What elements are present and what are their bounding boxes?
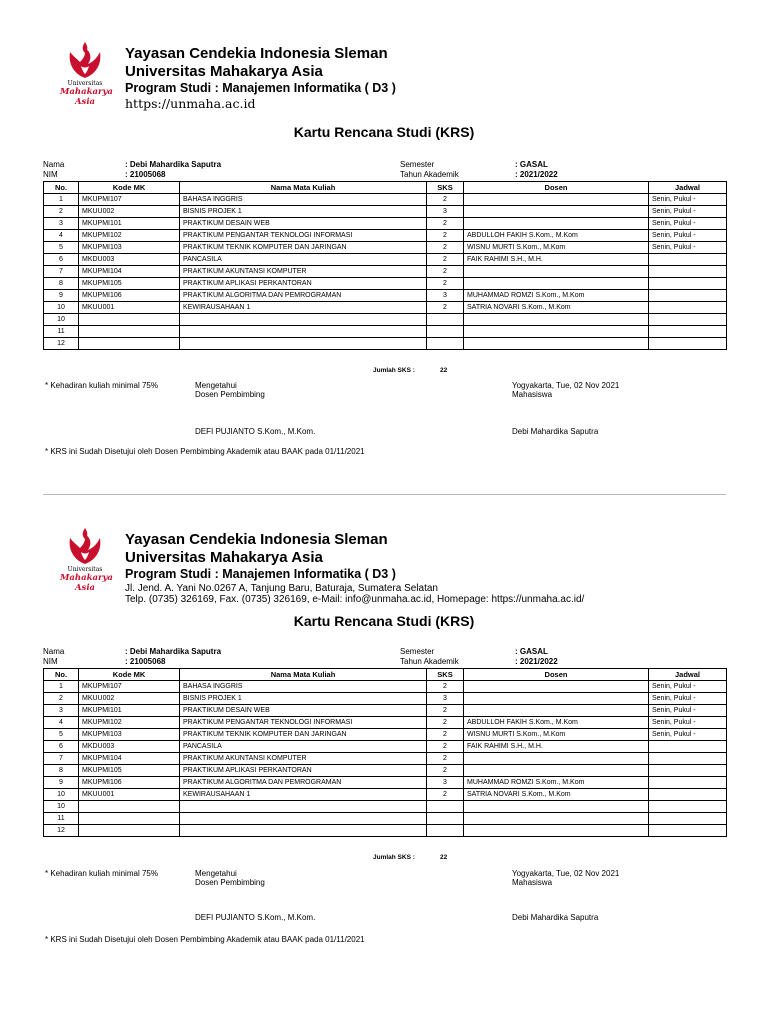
cell-no: 8 bbox=[44, 765, 79, 777]
col-header-sks: SKS bbox=[427, 669, 464, 681]
cell-no: 1 bbox=[44, 681, 79, 693]
total-sks-label: Jumlah SKS : bbox=[373, 367, 415, 374]
student-signature-name: Debi Mahardika Saputra bbox=[512, 427, 599, 436]
advisor-signature-name: DEFI PUJIANTO S.Kom., M.Kom. bbox=[195, 913, 316, 922]
cell-sks: 2 bbox=[427, 729, 464, 741]
table-header-row bbox=[44, 182, 727, 194]
cell-course: PRAKTIKUM APLIKASI PERKANTORAN bbox=[180, 278, 427, 290]
cell-code: MKUU001 bbox=[79, 789, 180, 801]
cell-sks: 2 bbox=[427, 681, 464, 693]
approval-note: * KRS ini Sudah Disetujui oleh Dosen Pembimbing Akademik atau BAAK pada 01/11/2021 bbox=[45, 447, 365, 456]
cell-schedule: Senin, Pukul - bbox=[649, 218, 727, 230]
cell-sks: 2 bbox=[427, 765, 464, 777]
cell-code: MKUPMI107 bbox=[79, 194, 180, 206]
cell-lecturer: FAIK RAHIMI S.H., M.H. bbox=[464, 741, 649, 753]
student-signature-name: Debi Mahardika Saputra bbox=[512, 913, 599, 922]
table-row bbox=[44, 302, 727, 314]
cell-sks: 2 bbox=[427, 242, 464, 254]
cell-lecturer bbox=[464, 206, 649, 218]
semester-label: Semester bbox=[400, 160, 435, 169]
cell-course: PRAKTIKUM AKUNTANSI KOMPUTER bbox=[180, 266, 427, 278]
approval-note: * KRS ini Sudah Disetujui oleh Dosen Pembimbing Akademik atau BAAK pada 01/11/2021 bbox=[45, 935, 365, 944]
cell-course: PRAKTIKUM PENGANTAR TEKNOLOGI INFORMASI bbox=[180, 230, 427, 242]
cell-lecturer: WISNU MURTI S.Kom., M.Kom bbox=[464, 242, 649, 254]
cell-sks: 2 bbox=[427, 230, 464, 242]
total-sks-label: Jumlah SKS : bbox=[373, 854, 415, 861]
program-name: Program Studi : Manajemen Informatika ( D3 ) bbox=[125, 81, 396, 95]
cell-course: KEWIRAUSAHAAN 1 bbox=[180, 302, 427, 314]
table-row bbox=[44, 194, 727, 206]
name-label: Nama bbox=[43, 160, 65, 169]
cell-code: MKUPMI103 bbox=[79, 729, 180, 741]
table-row bbox=[44, 729, 727, 741]
total-sks-value: 22 bbox=[440, 854, 448, 861]
table-row bbox=[44, 314, 727, 326]
year-label: Tahun Akademik bbox=[400, 657, 459, 666]
student-name: : Debi Mahardika Saputra bbox=[125, 647, 222, 656]
cell-lecturer bbox=[464, 765, 649, 777]
university-name: Universitas Mahakarya Asia bbox=[125, 549, 323, 566]
cell-lecturer: MUHAMMAD ROMZI S.Kom., M.Kom bbox=[464, 290, 649, 302]
cell-course: PANCASILA bbox=[180, 254, 427, 266]
cell-schedule: Senin, Pukul - bbox=[649, 693, 727, 705]
cell-no: 12 bbox=[44, 338, 79, 350]
cell-lecturer bbox=[464, 753, 649, 765]
table-row bbox=[44, 741, 727, 753]
table-header-row bbox=[44, 669, 727, 681]
cell-sks: 3 bbox=[427, 777, 464, 789]
cell-sks: 2 bbox=[427, 254, 464, 266]
semester-value: : GASAL bbox=[515, 160, 548, 169]
logo-line-1: Mahakarya bbox=[60, 87, 113, 97]
cell-lecturer bbox=[464, 705, 649, 717]
cell-schedule bbox=[649, 753, 727, 765]
table-row bbox=[44, 254, 727, 266]
student-label: Mahasiswa bbox=[512, 390, 553, 399]
cell-course: BISNIS PROJEK 1 bbox=[180, 693, 427, 705]
logo-line-1: Mahakarya bbox=[60, 573, 113, 583]
year-label: Tahun Akademik bbox=[400, 170, 459, 179]
table-row bbox=[44, 206, 727, 218]
cell-no: 9 bbox=[44, 777, 79, 789]
cell-no: 3 bbox=[44, 705, 79, 717]
cell-lecturer bbox=[464, 266, 649, 278]
student-nim: : 21005068 bbox=[125, 170, 166, 179]
university-logo bbox=[60, 40, 113, 120]
cell-course: PRAKTIKUM DESAIN WEB bbox=[180, 705, 427, 717]
col-header-schedule: Jadwal bbox=[649, 669, 727, 681]
cell-course: PRAKTIKUM TEKNIK KOMPUTER DAN JARINGAN bbox=[180, 729, 427, 741]
col-header-lecturer: Dosen bbox=[464, 669, 649, 681]
cell-no: 4 bbox=[44, 717, 79, 729]
year-value: : 2021/2022 bbox=[515, 170, 558, 179]
cell-sks: 2 bbox=[427, 278, 464, 290]
cell-lecturer: SATRIA NOVARI S.Kom., M.Kom bbox=[464, 789, 649, 801]
cell-code: MKDU003 bbox=[79, 741, 180, 753]
cell-sks: 2 bbox=[427, 266, 464, 278]
cell-course: PRAKTIKUM ALGORITMA DAN PEMROGRAMAN bbox=[180, 290, 427, 302]
cell-course: PRAKTIKUM TEKNIK KOMPUTER DAN JARINGAN bbox=[180, 242, 427, 254]
col-header-sks: SKS bbox=[427, 182, 464, 194]
cell-schedule: Senin, Pukul - bbox=[649, 705, 727, 717]
cell-code: MKUPMI107 bbox=[79, 681, 180, 693]
cell-code: MKUPMI102 bbox=[79, 230, 180, 242]
cell-code: MKUPMI103 bbox=[79, 242, 180, 254]
cell-no: 10 bbox=[44, 314, 79, 326]
cell-course: BISNIS PROJEK 1 bbox=[180, 206, 427, 218]
cell-no: 6 bbox=[44, 254, 79, 266]
table-row bbox=[44, 218, 727, 230]
cell-schedule bbox=[649, 290, 727, 302]
cell-schedule: Senin, Pukul - bbox=[649, 681, 727, 693]
table-row bbox=[44, 705, 727, 717]
cell-sks: 2 bbox=[427, 194, 464, 206]
place-date: Yogyakarta, Tue, 02 Nov 2021 bbox=[512, 381, 620, 390]
cell-no: 11 bbox=[44, 813, 79, 825]
cell-lecturer: FAIK RAHIMI S.H., M.H. bbox=[464, 254, 649, 266]
cell-course: PRAKTIKUM PENGANTAR TEKNOLOGI INFORMASI bbox=[180, 717, 427, 729]
cell-lecturer: SATRIA NOVARI S.Kom., M.Kom bbox=[464, 302, 649, 314]
cell-course: BAHASA INGGRIS bbox=[180, 194, 427, 206]
cell-schedule: Senin, Pukul - bbox=[649, 242, 727, 254]
foundation-name: Yayasan Cendekia Indonesia Sleman bbox=[125, 45, 388, 62]
cell-sks: 2 bbox=[427, 789, 464, 801]
nim-label: NIM bbox=[43, 170, 58, 179]
col-header-no: No. bbox=[44, 669, 79, 681]
cell-course: BAHASA INGGRIS bbox=[180, 681, 427, 693]
cell-course: PRAKTIKUM APLIKASI PERKANTORAN bbox=[180, 765, 427, 777]
cell-course: KEWIRAUSAHAAN 1 bbox=[180, 789, 427, 801]
cell-code: MKUPMI106 bbox=[79, 290, 180, 302]
student-name: : Debi Mahardika Saputra bbox=[125, 160, 222, 169]
cell-no: 9 bbox=[44, 290, 79, 302]
table-row bbox=[44, 825, 727, 837]
cell-schedule bbox=[649, 741, 727, 753]
col-header-code: Kode MK bbox=[79, 182, 180, 194]
table-row bbox=[44, 753, 727, 765]
cell-code: MKUPMI104 bbox=[79, 266, 180, 278]
website-link[interactable]: https://unmaha.ac.id bbox=[125, 96, 256, 111]
cell-no: 5 bbox=[44, 242, 79, 254]
cell-code: MKDU003 bbox=[79, 254, 180, 266]
table-row bbox=[44, 777, 727, 789]
cell-sks: 2 bbox=[427, 741, 464, 753]
table-row bbox=[44, 290, 727, 302]
cell-lecturer bbox=[464, 194, 649, 206]
table-row bbox=[44, 693, 727, 705]
cell-code: MKUPMI106 bbox=[79, 777, 180, 789]
table-row bbox=[44, 801, 727, 813]
cell-schedule: Senin, Pukul - bbox=[649, 717, 727, 729]
cell-no: 12 bbox=[44, 825, 79, 837]
advisor-label: Dosen Pembimbing bbox=[195, 878, 265, 887]
col-header-course: Nama Mata Kuliah bbox=[180, 182, 427, 194]
cell-course: PANCASILA bbox=[180, 741, 427, 753]
cell-schedule bbox=[649, 765, 727, 777]
logo-small-text: Universitas bbox=[67, 566, 103, 573]
table-row bbox=[44, 266, 727, 278]
cell-schedule: Senin, Pukul - bbox=[649, 194, 727, 206]
university-name: Universitas Mahakarya Asia bbox=[125, 63, 323, 80]
cell-code: MKUPMI101 bbox=[79, 705, 180, 717]
cell-schedule bbox=[649, 777, 727, 789]
cell-no: 10 bbox=[44, 302, 79, 314]
cell-no: 6 bbox=[44, 741, 79, 753]
cell-code: MKUPMI105 bbox=[79, 765, 180, 777]
table-row bbox=[44, 681, 727, 693]
address: Jl. Jend. A. Yani No.0267 A, Tanjung Baru, Baturaja, Sumatera Selatan bbox=[125, 583, 438, 594]
table-row bbox=[44, 242, 727, 254]
cell-lecturer: ABDULLOH FAKIH S.Kom., M.Kom bbox=[464, 230, 649, 242]
cell-code: MKUU002 bbox=[79, 206, 180, 218]
cell-code: MKUPMI105 bbox=[79, 278, 180, 290]
cell-no: 11 bbox=[44, 326, 79, 338]
cell-no: 2 bbox=[44, 206, 79, 218]
cell-code: MKUPMI104 bbox=[79, 753, 180, 765]
cell-schedule bbox=[649, 789, 727, 801]
university-logo bbox=[60, 526, 113, 606]
flame-emblem-icon bbox=[60, 40, 110, 80]
cell-sks: 2 bbox=[427, 705, 464, 717]
col-header-code: Kode MK bbox=[79, 669, 180, 681]
cell-lecturer bbox=[464, 278, 649, 290]
cell-schedule: Senin, Pukul - bbox=[649, 729, 727, 741]
cell-no: 8 bbox=[44, 278, 79, 290]
cell-course: PRAKTIKUM AKUNTANSI KOMPUTER bbox=[180, 753, 427, 765]
krs-table bbox=[43, 181, 727, 350]
cell-schedule: Senin, Pukul - bbox=[649, 206, 727, 218]
krs-table bbox=[43, 668, 727, 837]
cell-lecturer: MUHAMMAD ROMZI S.Kom., M.Kom bbox=[464, 777, 649, 789]
program-name: Program Studi : Manajemen Informatika ( D3 ) bbox=[125, 567, 396, 581]
semester-value: : GASAL bbox=[515, 647, 548, 656]
page-title: Kartu Rencana Studi (KRS) bbox=[293, 124, 475, 140]
cell-lecturer bbox=[464, 681, 649, 693]
table-row bbox=[44, 789, 727, 801]
cell-code: MKUPMI102 bbox=[79, 717, 180, 729]
place-date: Yogyakarta, Tue, 02 Nov 2021 bbox=[512, 869, 620, 878]
cell-course: PRAKTIKUM DESAIN WEB bbox=[180, 218, 427, 230]
cell-schedule bbox=[649, 254, 727, 266]
cell-sks: 2 bbox=[427, 753, 464, 765]
cell-sks: 3 bbox=[427, 206, 464, 218]
col-header-lecturer: Dosen bbox=[464, 182, 649, 194]
logo-line-2: Asia bbox=[74, 583, 96, 593]
cell-schedule bbox=[649, 302, 727, 314]
attendance-note: * Kehadiran kuliah minimal 75% bbox=[45, 381, 158, 390]
cell-no: 3 bbox=[44, 218, 79, 230]
foundation-name: Yayasan Cendekia Indonesia Sleman bbox=[125, 531, 388, 548]
col-header-course: Nama Mata Kuliah bbox=[180, 669, 427, 681]
cell-no: 2 bbox=[44, 693, 79, 705]
cell-sks: 2 bbox=[427, 302, 464, 314]
cell-schedule bbox=[649, 266, 727, 278]
nim-label: NIM bbox=[43, 657, 58, 666]
cell-code: MKUU002 bbox=[79, 693, 180, 705]
cell-lecturer: ABDULLOH FAKIH S.Kom., M.Kom bbox=[464, 717, 649, 729]
col-header-no: No. bbox=[44, 182, 79, 194]
cell-no: 7 bbox=[44, 266, 79, 278]
table-row bbox=[44, 765, 727, 777]
student-nim: : 21005068 bbox=[125, 657, 166, 666]
name-label: Nama bbox=[43, 647, 65, 656]
cell-sks: 2 bbox=[427, 717, 464, 729]
acknowledged-label: Mengetahui bbox=[195, 381, 237, 390]
cell-sks: 3 bbox=[427, 290, 464, 302]
table-row bbox=[44, 278, 727, 290]
cell-no: 7 bbox=[44, 753, 79, 765]
cell-lecturer bbox=[464, 218, 649, 230]
cell-no: 5 bbox=[44, 729, 79, 741]
table-row bbox=[44, 717, 727, 729]
cell-sks: 2 bbox=[427, 218, 464, 230]
cell-no: 1 bbox=[44, 194, 79, 206]
cell-code: MKUPMI101 bbox=[79, 218, 180, 230]
table-row bbox=[44, 813, 727, 825]
table-row bbox=[44, 230, 727, 242]
logo-small-text: Universitas bbox=[67, 80, 103, 87]
total-sks-value: 22 bbox=[440, 367, 448, 374]
cell-no: 4 bbox=[44, 230, 79, 242]
cell-no: 10 bbox=[44, 789, 79, 801]
year-value: : 2021/2022 bbox=[515, 657, 558, 666]
page-title: Kartu Rencana Studi (KRS) bbox=[293, 613, 475, 629]
advisor-label: Dosen Pembimbing bbox=[195, 390, 265, 399]
col-header-schedule: Jadwal bbox=[649, 182, 727, 194]
student-label: Mahasiswa bbox=[512, 878, 553, 887]
cell-code: MKUU001 bbox=[79, 302, 180, 314]
cell-lecturer bbox=[464, 693, 649, 705]
table-row bbox=[44, 338, 727, 350]
cell-no: 10 bbox=[44, 801, 79, 813]
logo-line-2: Asia bbox=[74, 97, 96, 107]
cell-schedule: Senin, Pukul - bbox=[649, 230, 727, 242]
contact-info: Telp. (0735) 326169, Fax. (0735) 326169, e-Mail: info@unmaha.ac.id, Homepage: https://unmaha.ac.id/ bbox=[125, 594, 585, 605]
page-divider bbox=[43, 494, 726, 495]
cell-course: PRAKTIKUM ALGORITMA DAN PEMROGRAMAN bbox=[180, 777, 427, 789]
acknowledged-label: Mengetahui bbox=[195, 869, 237, 878]
cell-lecturer: WISNU MURTI S.Kom., M.Kom bbox=[464, 729, 649, 741]
advisor-signature-name: DEFI PUJIANTO S.Kom., M.Kom. bbox=[195, 427, 316, 436]
flame-emblem-icon bbox=[60, 526, 110, 566]
cell-schedule bbox=[649, 278, 727, 290]
semester-label: Semester bbox=[400, 647, 435, 656]
cell-sks: 3 bbox=[427, 693, 464, 705]
attendance-note: * Kehadiran kuliah minimal 75% bbox=[45, 869, 158, 878]
table-row bbox=[44, 326, 727, 338]
